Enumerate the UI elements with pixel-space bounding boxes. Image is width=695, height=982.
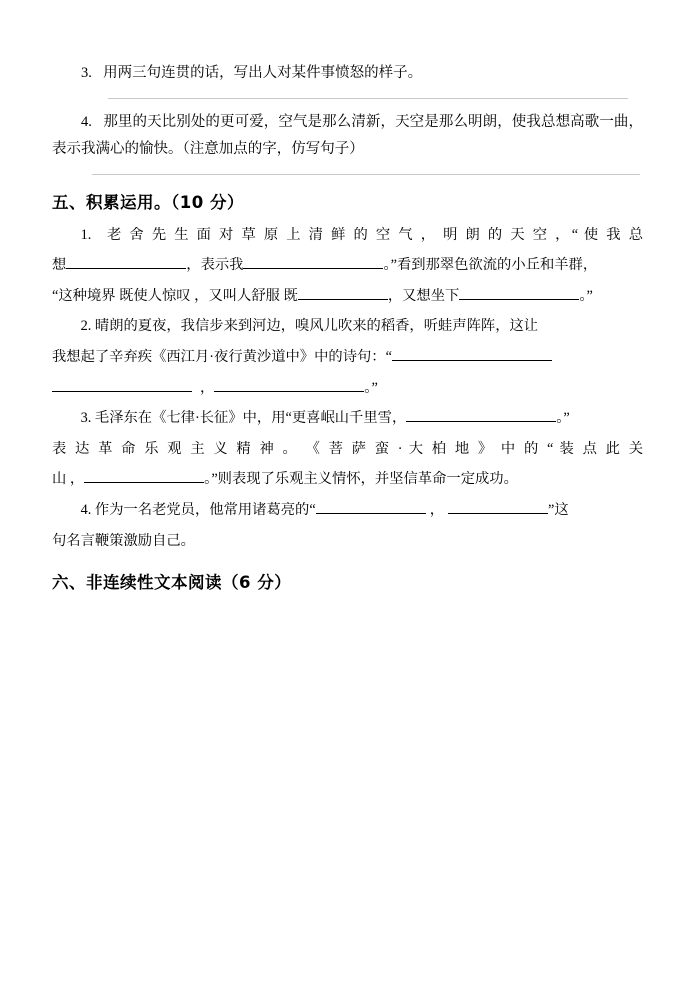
item-4-text-1a: 作为一名老党员，他常用诸葛亮的“ [94, 501, 316, 518]
section-five-item-1-line-3 [52, 282, 643, 311]
item-1-text-2c: 。”看到那翠色欲流的小丘和羊群， [383, 257, 598, 274]
fill-blank-4[interactable] [459, 284, 579, 300]
section-five-item-3-line-3 [52, 465, 643, 494]
answer-rule-2 [92, 174, 640, 175]
item-1-text-2a: 想 [52, 257, 67, 274]
question-4-text: 那里的天比别处的更可爱，空气是那么清新，天空是那么明朗，使我总想高歌一曲，表示我满心的愉快。（注意加点的字，仿写句子） [52, 113, 644, 158]
section-five-item-4-line-1 [52, 496, 643, 525]
section-five-item-2-line-3 [52, 374, 643, 403]
section-five-heading: 五、积累运用。（10 分） [52, 192, 244, 212]
item-4-number: 4. [80, 501, 92, 518]
fill-blank-1[interactable] [66, 253, 186, 269]
fill-blank-9[interactable] [84, 467, 204, 483]
fill-blank-6[interactable] [52, 376, 192, 392]
fill-blank-7[interactable] [214, 376, 364, 392]
item-1-text-1: 老 舍 先 生 面 对 草 原 上 清 鲜 的 空 气 ， 明 朗 的 天 空 ，“ 使 我 总 [107, 226, 643, 243]
fill-blank-5[interactable] [392, 345, 552, 361]
answer-rule-1 [108, 98, 628, 99]
fill-blank-2[interactable] [243, 253, 383, 269]
item-2-text-1: 晴朗的夏夜，我信步来到河边，嗅风儿吹来的稻香，听蛙声阵阵，这让 [94, 318, 539, 335]
question-3 [52, 60, 643, 88]
item-1-text-2b: ，表示我 [186, 257, 244, 274]
item-2-text-2: 我想起了辛弃疾《西江月·夜行黄沙道中》中的诗句：“ [52, 349, 392, 366]
item-3-text-1a: 毛泽东在《七律·长征》中，用“更喜岷山千里雪， [94, 410, 407, 427]
section-five-item-4-line-2 [52, 527, 643, 556]
item-3-number: 3. [80, 410, 92, 427]
item-3-text-3a: 山 ， [52, 471, 85, 488]
section-five-item-3-line-2 [52, 435, 643, 464]
item-2-text-3b: ， [200, 379, 215, 396]
question-3-number: 3. [81, 65, 92, 81]
fill-blank-10[interactable] [316, 498, 426, 514]
item-1-text-3b: ，又想坐下 [387, 287, 460, 304]
item-4-text-1c: ”这 [548, 501, 569, 518]
item-3-text-1b: 。” [556, 410, 570, 427]
section-five-item-1-line-2 [52, 251, 643, 280]
item-3-text-2: 表 达 革 命 乐 观 主 义 精 神 。 《 菩 萨 蛮 · 大 柏 地 》 中 的 “ 装 点 此 关 [52, 440, 643, 457]
fill-blank-3[interactable] [298, 284, 388, 300]
item-1-text-3c: 。” [579, 287, 593, 304]
item-3-text-3b: 。”则表现了乐观主义情怀，并坚信革命一定成功。 [204, 471, 518, 488]
item-4-text-1b: ， [429, 501, 445, 518]
item-1-text-3a: “这种境界 既使人惊叹 ，又叫人舒服 既 [52, 287, 298, 304]
item-2-text-3c: 。” [364, 379, 378, 396]
question-3-text: 用两三句连贯的话，写出人对某件事愤怒的样子。 [103, 65, 423, 81]
item-4-text-2: 句名言鞭策激励自己。 [52, 532, 195, 549]
fill-blank-8[interactable] [406, 406, 556, 422]
item-2-number: 2. [80, 318, 92, 335]
section-six-heading: 六、非连续性文本阅读（6 分） [52, 573, 292, 593]
fill-blank-11[interactable] [448, 498, 548, 514]
section-five-item-3-line-1 [52, 404, 643, 433]
section-five-item-1-line-1 [52, 221, 643, 250]
section-five-item-2-line-2 [52, 343, 643, 372]
question-4 [52, 109, 643, 164]
item-1-number: 1. [80, 226, 92, 243]
section-five-item-2-line-1 [52, 312, 643, 341]
question-4-number: 4. [81, 113, 92, 130]
